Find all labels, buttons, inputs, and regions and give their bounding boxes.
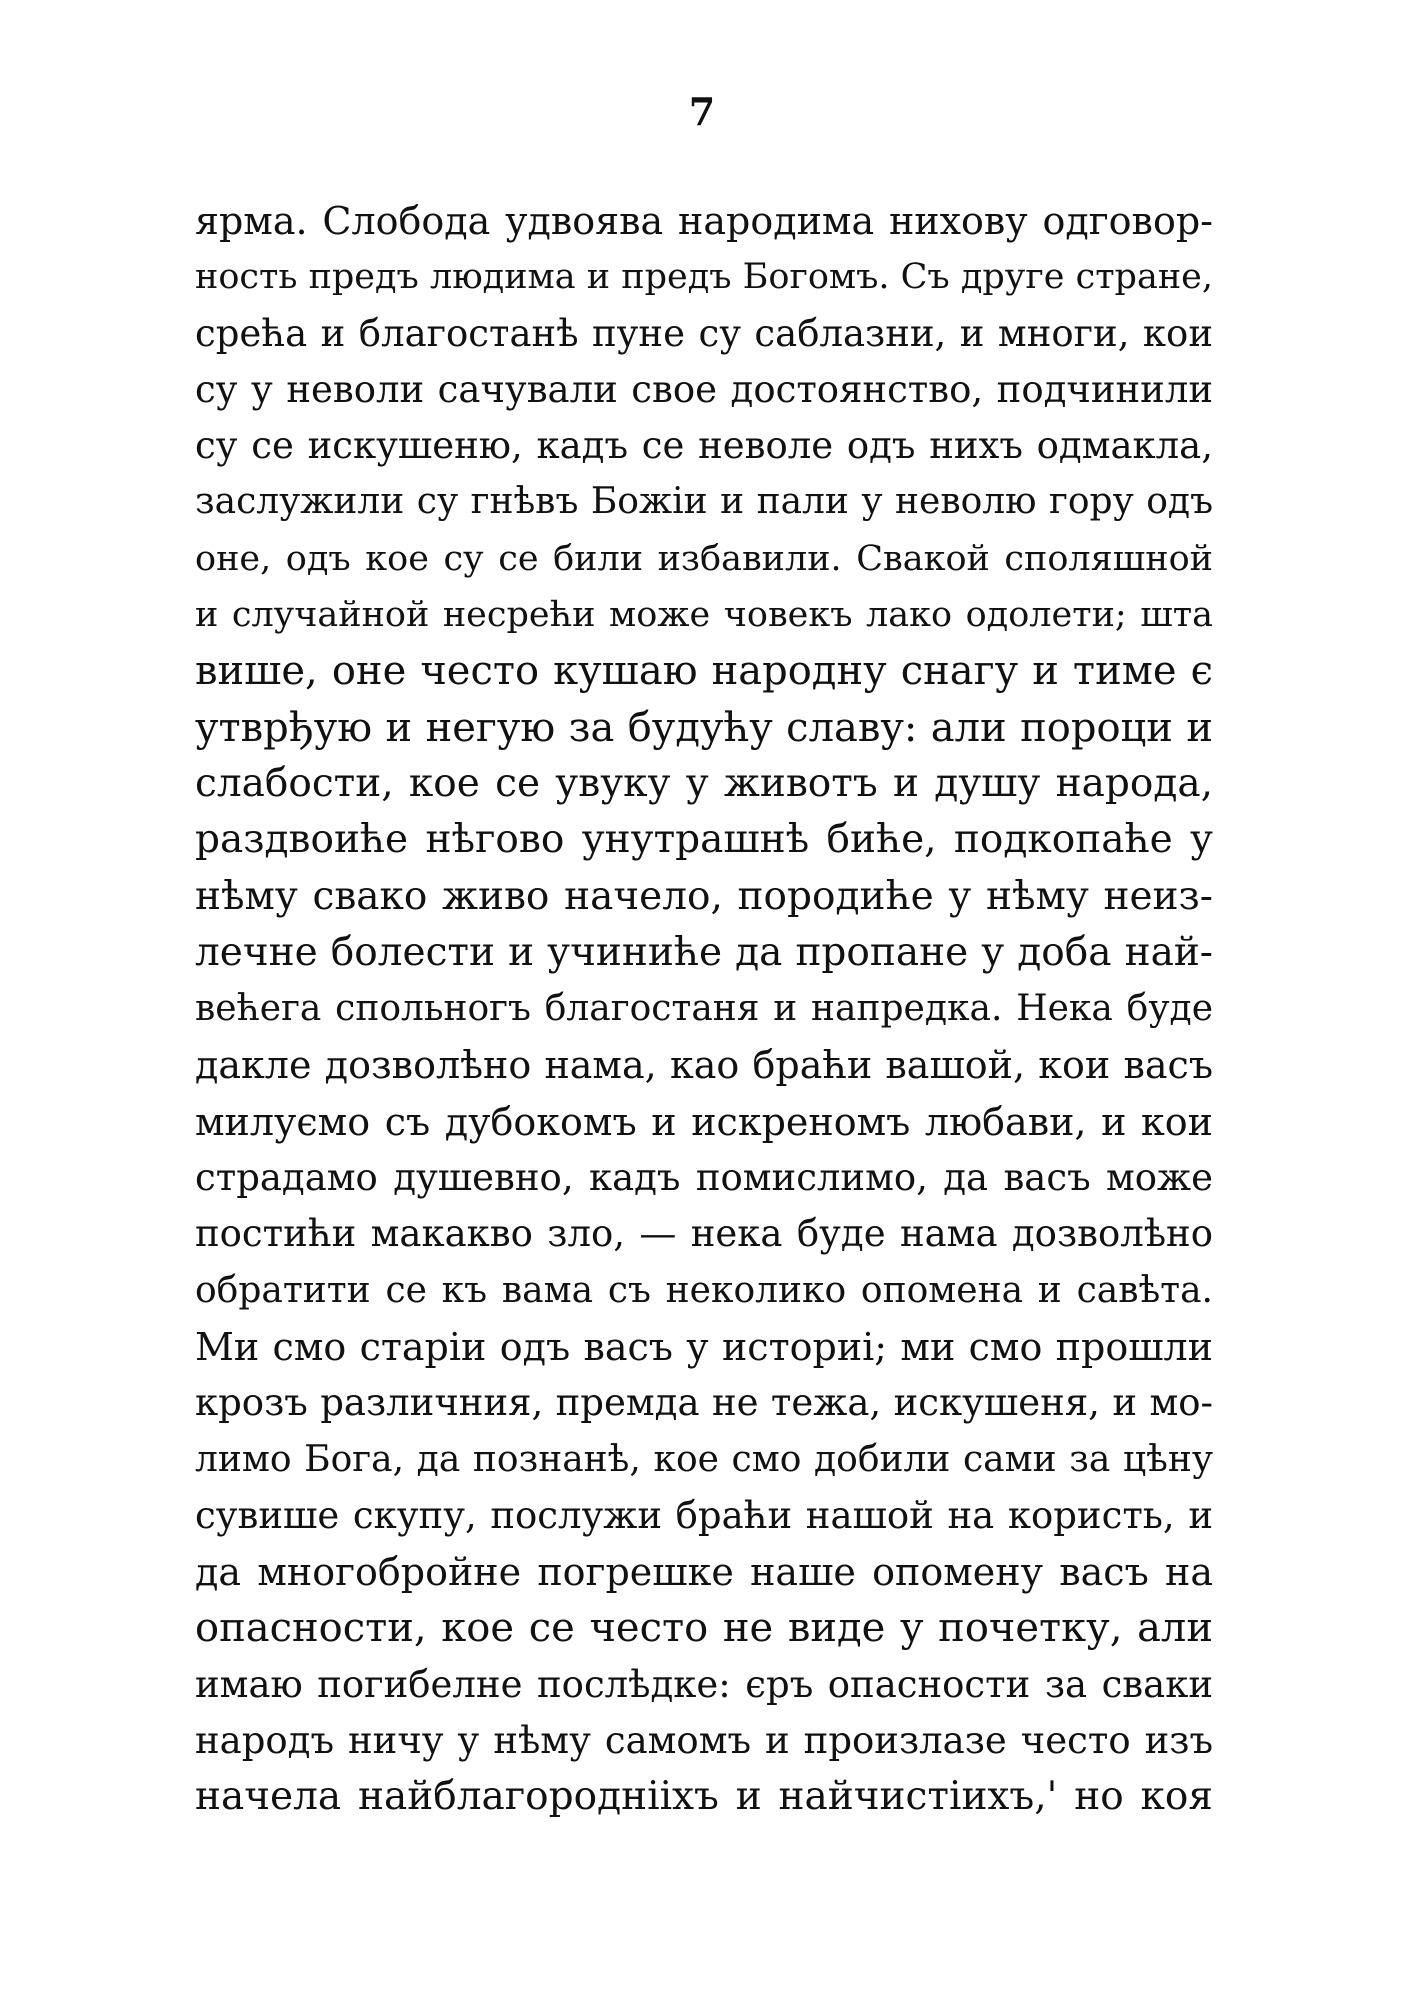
text-line: су у неволи сачували свое достоянство, подчинили — [195, 367, 1213, 411]
text-line: дакле дозволѣно нама, као браћи вашой, кои васъ — [195, 1043, 1213, 1088]
page-number: 7 — [688, 89, 716, 134]
text-line: милуємо съ дубокомъ и искреномъ любави, и кои — [195, 1099, 1213, 1144]
text-line: сувише скупу, послужи браћи нашой на користь, и — [195, 1493, 1213, 1537]
text-line: слабости, кое се увуку у животъ и душу народа, — [195, 760, 1213, 806]
text-line: страдамо душевно, кадъ помислимо, да васъ може — [195, 1156, 1213, 1200]
text-line: оне, одъ кое су се били избавили. Свакой споляшной — [195, 538, 1213, 579]
text-line: имаю погибелне послѣдке: єръ опасности за сваки — [195, 1662, 1213, 1706]
text-line: лечне болести и учиниће да пропане у доба най- — [195, 929, 1213, 975]
text-line: лимо Бога, да познанѣ, кое смо добили сами за цѣну — [195, 1438, 1213, 1480]
text-line: да многобройне погрешке наше опомену васъ на — [195, 1550, 1213, 1595]
text-line: утврђую и негую за будућу славу: али пороци и — [195, 704, 1213, 751]
text-line: постићи макакво зло, — нека буде нама дозволѣно — [195, 1212, 1213, 1256]
body-text — [195, 193, 1213, 1826]
text-line: раздвоиће нѣгово унутрашнѣ биће, подкопаће у — [195, 817, 1213, 863]
text-line: срећа и благостанѣ пуне су саблазни, и многи, кои — [195, 311, 1213, 355]
text-line: и случайной несрећи може човекъ лако одолети; шта — [195, 595, 1213, 636]
text-line: Ми смо старіи одъ васъ у историі; ми смо прошли — [195, 1324, 1213, 1369]
text-line: народъ ничу у нѣму самомъ и произлазе често изъ — [195, 1719, 1213, 1763]
text-line: већега спольногъ благостаня и напредка. Нека буде — [195, 988, 1213, 1030]
text-line: опасности, кое се често не виде у почетку, али — [195, 1605, 1213, 1652]
text-line: заслужили су гнѣвъ Божіи и пали у неволю гору одъ — [195, 481, 1213, 523]
text-line: више, оне често кушаю народну снагу и тиме є — [195, 648, 1213, 695]
text-line: начела найблагороднііхъ и найчистіихъ,' но коя — [195, 1774, 1213, 1820]
text-line: су се искушеню, кадъ се неволе одъ нихъ одмакла, — [195, 424, 1213, 468]
text-line: крозъ различния, премда не тежа, искушеня, и мо- — [195, 1381, 1213, 1425]
text-line: ность предъ людима и предъ Богомъ. Съ друге стране, — [195, 257, 1213, 298]
text-line: обратити се къ вама съ неколико опомена и савѣта. — [195, 1269, 1213, 1311]
text-line: ярма. Слобода удвоява народима нихову одговор- — [195, 199, 1213, 243]
text-line: нѣму свако живо начело, породиће у нѣму неиз- — [195, 873, 1213, 919]
